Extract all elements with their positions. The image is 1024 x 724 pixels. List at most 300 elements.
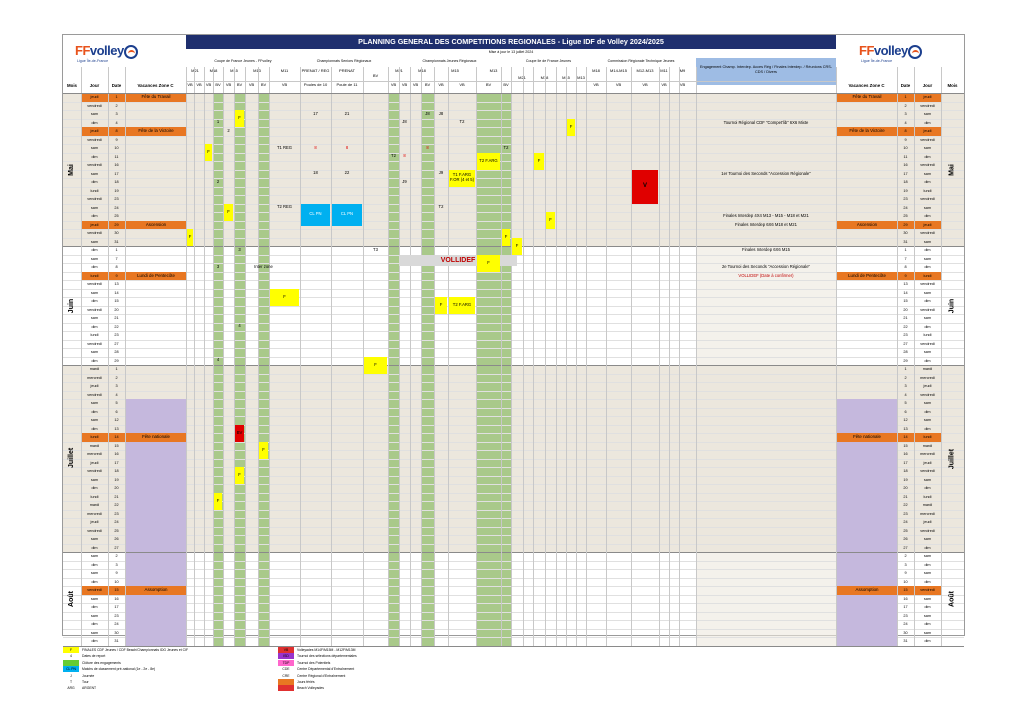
event-cell: T1 F.ARG F.OR (4 et 5): [449, 170, 475, 187]
left-head-jour: Jour: [89, 83, 100, 88]
vacation-cell: [836, 510, 897, 519]
day-number: 16: [903, 452, 908, 456]
day-name: vendredi: [920, 307, 935, 312]
event-cell: T2: [503, 144, 509, 150]
day-number: 10: [114, 579, 119, 584]
day-number: 2: [904, 554, 907, 558]
event-cell: CL PN: [301, 204, 330, 226]
day-number: 31: [903, 239, 908, 244]
day-name: jeudi: [90, 95, 99, 99]
day-name: dim: [91, 154, 98, 159]
sub-head: VB: [196, 82, 202, 87]
day-number: 19: [903, 188, 908, 193]
row-line: [63, 391, 964, 392]
row-line: [63, 102, 964, 103]
right-head-date: Date: [900, 83, 911, 88]
day-name: vendredi: [87, 231, 102, 235]
grid-vline: [545, 67, 546, 646]
day-name: sam: [923, 256, 932, 261]
day-number: 24: [114, 622, 119, 626]
day-number: 22: [903, 324, 908, 329]
day-name: vendredi: [920, 282, 935, 286]
day-name: vendredi: [920, 588, 935, 592]
day-number: 4: [904, 392, 907, 397]
month-label: Août: [948, 590, 956, 607]
day-number: 14: [114, 290, 119, 295]
day-name: vendredi: [87, 528, 102, 533]
day-name: lundi: [90, 333, 99, 337]
legend-swatch: [278, 685, 294, 691]
column-head: BV: [372, 73, 379, 78]
day-number: 27: [903, 545, 908, 550]
row-line: [63, 637, 964, 638]
day-name: sam: [90, 146, 99, 150]
day-name: mardi: [922, 443, 933, 448]
day-name: vendredi: [920, 392, 935, 397]
vacation-cell: [836, 595, 897, 604]
sub-head: VB: [438, 82, 444, 87]
day-name: sam: [923, 630, 932, 635]
day-name: mardi: [89, 443, 100, 448]
day-name: vendredi: [87, 197, 102, 201]
day-name: mercredi: [87, 375, 102, 380]
day-name: sam: [90, 401, 99, 405]
vacation-cell: [836, 552, 897, 561]
legend-label: Centre Régional d'Entraînement: [297, 673, 346, 678]
green-column: [476, 93, 501, 646]
day-name: lundi: [923, 273, 932, 278]
day-name: sam: [90, 112, 99, 116]
row-line: [63, 306, 964, 307]
day-number: 22: [903, 503, 908, 507]
sub-head: BV: [424, 82, 431, 87]
row-line: [63, 348, 964, 349]
vacation-cell: [836, 425, 897, 434]
day-name: sam: [923, 596, 932, 601]
day-number: 20: [903, 486, 908, 490]
day-number: 29: [114, 222, 119, 227]
day-name: mardi: [922, 503, 933, 507]
sub-head: BV: [503, 82, 509, 87]
vacation-cell: [836, 450, 897, 459]
event-cell: T2: [391, 153, 396, 159]
day-number: 20: [114, 307, 119, 312]
day-number: 16: [114, 163, 119, 167]
left-head-vac: Vacances Zone C: [137, 83, 174, 88]
day-name: jeudi: [90, 384, 99, 388]
holiday-label: Fête du Travail: [852, 94, 882, 99]
day-number: 3: [115, 112, 118, 116]
day-number: 23: [903, 333, 908, 337]
day-number: 10: [903, 579, 908, 584]
day-number: 27: [903, 341, 908, 346]
legend-label: Journée: [82, 673, 95, 678]
grid-vline: [523, 67, 524, 646]
row-line: [63, 569, 964, 570]
day-name: sam: [923, 205, 932, 210]
day-number: 17: [114, 605, 119, 609]
sub-head: VB: [401, 82, 408, 87]
vacation-cell: [125, 416, 186, 425]
day-number: 31: [114, 239, 119, 244]
vacation-cell: [125, 484, 186, 493]
event-cell: J8: [425, 110, 430, 116]
row-line: [63, 586, 964, 587]
column-head: M9: [679, 68, 686, 73]
engagement-note: Tournoi Régional CDF "Compet'lib" 6X6 Mixte: [723, 119, 809, 125]
row-line: [63, 535, 964, 536]
day-number: 10: [903, 146, 908, 150]
day-name: sam: [90, 571, 99, 575]
day-number: 12: [114, 418, 119, 422]
day-number: 8: [115, 265, 118, 269]
grid-vline: [331, 67, 332, 646]
month-separator: [63, 552, 964, 553]
planning-sheet: [63, 35, 964, 691]
day-name: mercredi: [920, 511, 935, 516]
day-name: vendredi: [87, 137, 102, 142]
day-name: dim: [91, 120, 98, 125]
event-cell: F: [546, 212, 555, 229]
event-cell: F: [235, 467, 244, 484]
day-name: dim: [924, 324, 931, 329]
day-number: 30: [903, 630, 908, 635]
grid-vline: [269, 67, 270, 646]
legend-swatch: VB: [278, 647, 294, 653]
month-label: Juillet: [948, 448, 956, 469]
day-name: sam: [923, 554, 932, 558]
sub-head: VB: [459, 82, 465, 87]
vacation-cell: [836, 544, 897, 553]
day-number: 23: [114, 613, 119, 618]
event-cell: F: [187, 229, 193, 246]
event-cell: 3: [216, 263, 220, 269]
day-number: 22: [114, 503, 119, 507]
vacation-cell: [836, 484, 897, 493]
day-number: 29: [903, 358, 908, 363]
engagement-note: Finales Interdep 6X6 M15: [742, 247, 790, 252]
day-name: lundi: [90, 188, 99, 193]
day-name: sam: [923, 477, 932, 482]
row-line: [63, 280, 964, 281]
row-line: [63, 578, 964, 579]
day-number: 24: [903, 520, 908, 524]
day-number: 2: [904, 375, 907, 380]
event-cell: 8: [345, 144, 349, 150]
day-number: 1: [904, 95, 907, 99]
day-name: sam: [923, 613, 932, 618]
grid-vline: [631, 67, 632, 646]
day-name: vendredi: [920, 231, 935, 235]
event-cell: 8: [426, 144, 429, 150]
day-name: dim: [91, 639, 98, 643]
sub-head: VB: [642, 82, 648, 87]
vacation-cell: [836, 459, 897, 468]
volleyball-icon: [124, 45, 138, 59]
day-number: 21: [114, 316, 119, 320]
day-name: vendredi: [87, 163, 102, 167]
row-line: [63, 374, 964, 375]
day-name: dim: [91, 214, 98, 218]
day-name: sam: [923, 316, 932, 320]
day-number: 2: [904, 103, 907, 108]
grid-vline: [223, 67, 224, 646]
legend-label: Volleyades M14F/M15M - M12F/M13M: [297, 648, 356, 652]
day-number: 25: [114, 214, 119, 218]
holiday-label: Fête nationale: [142, 434, 170, 439]
day-number: 15: [903, 588, 908, 592]
vacation-cell: [836, 493, 897, 502]
day-number: 3: [115, 562, 118, 567]
day-name: sam: [90, 290, 99, 295]
event-cell: 18: [313, 170, 318, 176]
day-number: 14: [114, 435, 119, 439]
day-name: sam: [90, 477, 99, 482]
day-number: 23: [903, 613, 908, 618]
logo-left-sub: Ligue Île-de-France: [77, 59, 109, 63]
row-line: [63, 229, 964, 230]
day-name: jeudi: [923, 460, 932, 465]
group-jeunes: Championnats Jeunes Régionaux: [422, 59, 477, 63]
day-name: dim: [924, 265, 931, 269]
event-cell: J9: [402, 178, 407, 184]
vacation-cell: [125, 450, 186, 459]
grid-vline: [125, 67, 126, 646]
column-head: M13: [577, 75, 585, 80]
engagement-note: VOLLIDEF (Date à confirmer): [738, 272, 794, 278]
day-number: 9: [115, 571, 118, 575]
column-head: M15: [451, 68, 459, 73]
event-cell: F: [477, 255, 500, 272]
event-cell: Inter zone: [254, 263, 273, 269]
day-number: 5: [115, 401, 118, 405]
vacation-cell: [836, 408, 897, 417]
month-label: Juin: [948, 298, 956, 313]
day-name: jeudi: [90, 460, 99, 465]
day-name: sam: [90, 239, 99, 244]
legend-swatch: 4: [63, 653, 79, 659]
month-separator: [63, 365, 964, 366]
day-name: dim: [924, 639, 931, 643]
grid-vline: [897, 67, 898, 646]
day-number: 19: [114, 188, 119, 193]
group-crtj: Commission Régionale Technique Jeunes: [607, 59, 675, 63]
grid-vline: [410, 67, 411, 646]
day-name: sam: [90, 596, 99, 601]
day-number: 14: [903, 290, 908, 295]
event-cell: T2 F.ARG: [477, 153, 500, 170]
event-cell: F: [534, 153, 544, 170]
day-number: 8: [904, 129, 907, 133]
grid-vline: [566, 67, 567, 646]
grid-vline: [245, 67, 246, 646]
day-name: dim: [924, 180, 931, 184]
day-number: 15: [114, 588, 119, 592]
day-name: mardi: [89, 503, 100, 507]
row-line: [63, 450, 964, 451]
row-line: [63, 399, 964, 400]
engagement-note: Finales Interdep 6X6 M18 et M21: [735, 221, 797, 227]
row-line: [63, 144, 964, 145]
day-name: dim: [924, 622, 931, 626]
day-name: sam: [923, 537, 932, 541]
day-number: 24: [114, 520, 119, 524]
column-head: M18: [209, 68, 218, 73]
day-number: 3: [904, 562, 907, 567]
month-label: Août: [68, 590, 75, 607]
row-line: [63, 331, 964, 332]
row-line: [63, 204, 964, 205]
day-number: 18: [903, 469, 908, 473]
grid-vline: [696, 67, 697, 646]
event-cell: 8: [403, 153, 406, 159]
day-name: vendredi: [87, 588, 102, 592]
column-head: M21: [395, 68, 403, 73]
day-number: 31: [114, 639, 119, 643]
grid-vline: [576, 67, 577, 646]
sub-head: VB: [187, 82, 193, 87]
sub-head: VB: [412, 82, 419, 87]
day-name: sam: [90, 630, 99, 635]
holiday-label: Fête de la Victoire: [849, 128, 885, 133]
day-number: 26: [903, 537, 908, 541]
day-number: 4: [904, 120, 907, 125]
legend-label: FINALES CDF Jeunes / CDF Beach/Championnats IDG Jeunes et CIF: [82, 648, 189, 652]
legend-swatch: F: [63, 647, 79, 653]
day-name: sam: [923, 112, 932, 116]
row-line: [63, 484, 964, 485]
green-column: [501, 93, 511, 646]
row-line: [63, 357, 964, 358]
legend-swatch: J: [63, 673, 79, 679]
day-name: dim: [91, 299, 98, 303]
day-name: dim: [91, 579, 98, 584]
day-number: 16: [114, 452, 119, 456]
day-number: 13: [114, 282, 119, 286]
day-name: vendredi: [87, 307, 102, 312]
day-number: 15: [903, 299, 908, 303]
event-cell: J8: [438, 110, 444, 116]
day-name: mardi: [922, 367, 933, 371]
sub-head: VB: [205, 82, 212, 87]
day-number: 27: [114, 545, 119, 550]
legend-label: Tour: [82, 680, 89, 684]
day-number: 23: [903, 511, 908, 516]
day-name: jeudi: [923, 222, 932, 227]
day-name: sam: [923, 571, 932, 575]
legend-label: Dates de report: [82, 654, 106, 659]
column-head: M11: [280, 68, 289, 73]
grid-vline: [836, 67, 837, 646]
day-number: 18: [903, 180, 908, 184]
left-head-date: Date: [111, 83, 122, 88]
holiday-label: Fête de la Victoire: [138, 128, 174, 133]
sub-head: VB: [281, 82, 288, 87]
day-name: vendredi: [87, 341, 102, 346]
vacation-cell: [125, 612, 186, 621]
day-name: jeudi: [90, 520, 99, 524]
volleyball-icon: [908, 45, 922, 59]
row-line: [63, 629, 964, 630]
row-line: [63, 382, 964, 383]
day-number: 23: [114, 511, 119, 516]
day-name: vendredi: [920, 341, 935, 346]
vacation-cell: [836, 501, 897, 510]
row-line: [63, 501, 964, 502]
day-name: vendredi: [920, 137, 935, 142]
grid-hline: [63, 93, 964, 94]
day-name: lundi: [923, 333, 932, 337]
day-name: mardi: [89, 367, 100, 371]
day-number: 30: [903, 231, 908, 235]
right-head-vac: Vacances Zone C: [848, 83, 885, 88]
day-number: 20: [903, 307, 908, 312]
vacation-cell: [836, 416, 897, 425]
green-column: [388, 93, 399, 646]
holiday-label: Ascension: [856, 221, 878, 227]
day-name: mercredi: [87, 511, 102, 516]
event-cell: 1: [216, 119, 220, 125]
column-head: M15: [562, 75, 570, 80]
day-number: 25: [903, 528, 908, 533]
sub-head: VB: [615, 82, 622, 87]
day-name: dim: [91, 545, 98, 550]
day-number: 9: [115, 137, 118, 142]
engagement-note: 2e Tournoi des Seconds "Accession Régionale": [721, 264, 811, 269]
vacation-cell: [125, 637, 186, 646]
grid-vline: [258, 67, 259, 646]
day-name: dim: [91, 248, 98, 252]
day-number: 2: [115, 375, 118, 380]
legend-swatch: ARG: [63, 685, 79, 691]
day-number: 4: [115, 392, 118, 397]
day-number: 9: [904, 137, 907, 142]
legend-label: Tournoi des sélections départementales: [297, 654, 357, 659]
vacation-cell: [125, 425, 186, 434]
day-number: 15: [903, 443, 908, 448]
day-name: mercredi: [920, 375, 935, 380]
day-number: 9: [904, 273, 907, 278]
day-number: 9: [904, 571, 907, 575]
day-number: 15: [114, 443, 119, 448]
day-name: mercredi: [87, 452, 102, 456]
day-name: jeudi: [90, 129, 99, 133]
vacation-cell: [125, 620, 186, 629]
day-name: vendredi: [920, 163, 935, 167]
event-cell: T2: [459, 119, 465, 125]
legend-swatch: [63, 660, 79, 666]
grid-vline: [81, 67, 82, 646]
day-number: 11: [903, 154, 908, 159]
event-cell: 8: [314, 144, 317, 150]
legend-label: Tournoi des Potentiels: [297, 660, 331, 665]
day-name: jeudi: [923, 129, 932, 133]
day-name: vendredi: [920, 469, 935, 473]
day-name: vendredi: [920, 103, 935, 108]
day-number: 16: [114, 596, 119, 601]
group-cdf: Coupe de France Jeunes - FFvolley: [214, 59, 272, 63]
legend-swatch: CRE: [278, 673, 294, 679]
day-name: sam: [90, 205, 99, 210]
vacation-cell: [125, 561, 186, 570]
day-name: dim: [924, 409, 931, 414]
green-column: [254, 93, 273, 646]
day-name: dim: [924, 120, 931, 125]
event-cell: F: [205, 144, 212, 161]
event-cell: CL PN: [332, 204, 362, 226]
event-cell: 3: [238, 246, 241, 252]
page-title: PLANNING GENERAL DES COMPETITIONS REGIONALES - Ligue IDF de Volley 2024/2025: [358, 37, 664, 46]
